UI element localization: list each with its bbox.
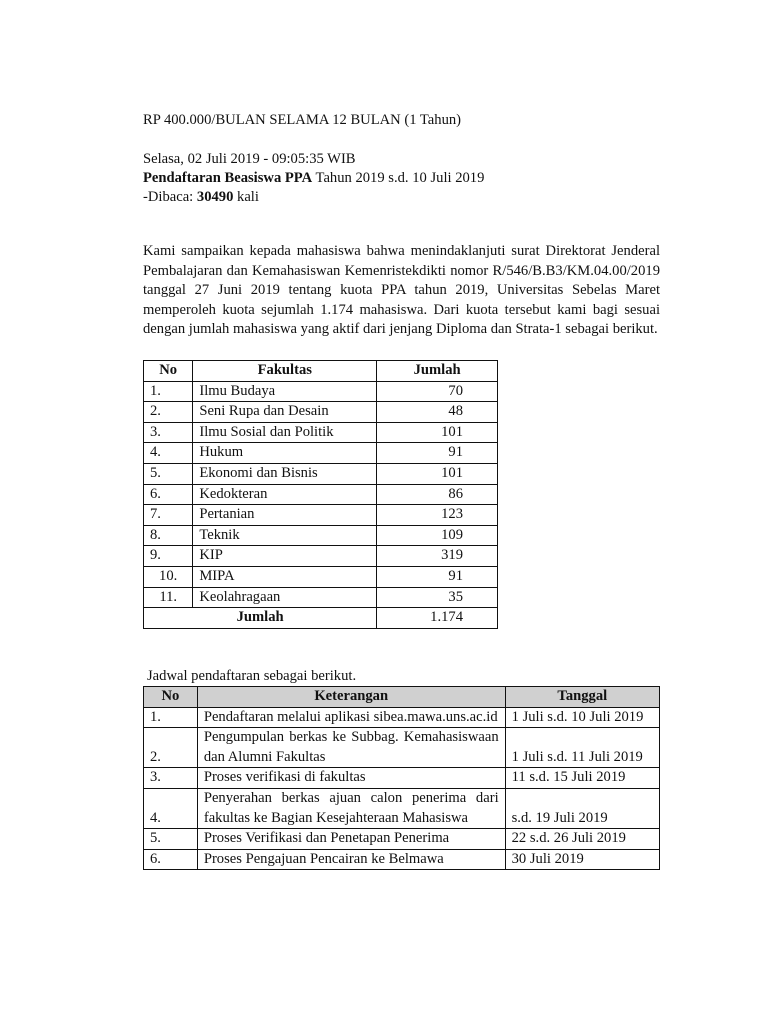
row-no: 6. <box>144 484 193 505</box>
post-date: Selasa, 02 Juli 2019 - 09:05:35 WIB <box>143 151 356 167</box>
table-row <box>144 587 498 608</box>
quota-total-row <box>144 608 498 629</box>
quota-total-label: Jumlah <box>144 608 377 629</box>
schedule-row-no: 1. <box>144 707 198 728</box>
schedule-row-tanggal: 1 Juli s.d. 10 Juli 2019 <box>505 707 659 728</box>
quota-total-value: 1.174 <box>377 608 498 629</box>
row-fakultas: Ilmu Sosial dan Politik <box>193 422 377 443</box>
row-no: 9. <box>144 546 193 567</box>
schedule-row-keterangan: Pendaftaran melalui aplikasi sibea.mawa.uns.ac.id <box>197 707 505 728</box>
row-jumlah: 101 <box>377 422 498 443</box>
scholarship-amount-heading: RP 400.000/BULAN SELAMA 12 BULAN (1 Tahun) <box>143 112 462 128</box>
row-jumlah: 123 <box>377 505 498 526</box>
intro-paragraph: Kami sampaikan kepada mahasiswa bahwa menindaklanjuti surat Direktorat Jenderal Pembalajaran dan Kemahasiswan Kemenristekdikti nomor R/546/B.B3/KM.04.00/2019 tanggal 27 Juni 2019 tentang kuota PPA tahun 2019, Universitas Sebelas Maret memperoleh kuota sejumlah 1.174 mahasiswa. Dari kuota tersebut kami bagi sesuai dengan jumlah mahasiswa yang aktif dari jenjang Diploma dan Strata-1 sebagai berikut. <box>143 243 660 337</box>
table-row <box>144 463 498 484</box>
schedule-row-no: 3. <box>144 768 198 789</box>
table-row <box>144 546 498 567</box>
schedule-intro: Jadwal pendaftaran sebagai berikut. <box>147 668 357 684</box>
row-fakultas: MIPA <box>193 566 377 587</box>
row-no: 5. <box>144 463 193 484</box>
schedule-table-header-row <box>144 687 660 708</box>
row-fakultas: Keolahragaan <box>193 587 377 608</box>
table-row <box>144 525 498 546</box>
read-count-line <box>143 187 259 207</box>
table-row <box>144 381 498 402</box>
row-jumlah: 109 <box>377 525 498 546</box>
quota-table-header-row <box>144 361 498 382</box>
row-fakultas: Pertanian <box>193 505 377 526</box>
row-jumlah: 91 <box>377 443 498 464</box>
schedule-row-tanggal: 1 Juli s.d. 11 Juli 2019 <box>505 728 659 768</box>
table-row <box>144 422 498 443</box>
quota-header-no: No <box>144 361 193 382</box>
schedule-header-keterangan: Keterangan <box>197 687 505 708</box>
schedule-row-no: 5. <box>144 829 198 850</box>
table-row <box>144 728 660 768</box>
schedule-row-no: 4. <box>144 788 198 828</box>
schedule-row-tanggal: 30 Juli 2019 <box>505 849 659 870</box>
row-fakultas: Teknik <box>193 525 377 546</box>
table-row <box>144 829 660 850</box>
row-no: 10. <box>144 566 193 587</box>
row-jumlah: 70 <box>377 381 498 402</box>
table-row <box>144 707 660 728</box>
row-no: 1. <box>144 381 193 402</box>
schedule-row-keterangan: Penyerahan berkas ajuan calon penerima dari fakultas ke Bagian Kesejahteraan Mahasiswa <box>197 788 505 828</box>
row-jumlah: 48 <box>377 402 498 423</box>
schedule-row-keterangan: Proses Pengajuan Pencairan ke Belmawa <box>197 849 505 870</box>
quota-header-fakultas: Fakultas <box>193 361 377 382</box>
schedule-row-no: 2. <box>144 728 198 768</box>
row-fakultas: KIP <box>193 546 377 567</box>
schedule-row-tanggal: 22 s.d. 26 Juli 2019 <box>505 829 659 850</box>
row-fakultas: Hukum <box>193 443 377 464</box>
row-no: 2. <box>144 402 193 423</box>
schedule-header-tanggal: Tanggal <box>505 687 659 708</box>
schedule-table <box>143 686 660 870</box>
row-no: 3. <box>144 422 193 443</box>
table-row <box>144 849 660 870</box>
announcement-title <box>143 168 484 188</box>
row-no: 4. <box>144 443 193 464</box>
schedule-row-tanggal: s.d. 19 Juli 2019 <box>505 788 659 828</box>
table-row <box>144 505 498 526</box>
row-no: 7. <box>144 505 193 526</box>
schedule-row-no: 6. <box>144 849 198 870</box>
row-fakultas: Ekonomi dan Bisnis <box>193 463 377 484</box>
table-row <box>144 768 660 789</box>
announcement-title-rest: Tahun 2019 s.d. 10 Juli 2019 <box>312 170 485 186</box>
row-jumlah: 319 <box>377 546 498 567</box>
row-jumlah: 86 <box>377 484 498 505</box>
read-count-value: 30490 <box>196 189 234 205</box>
schedule-header-no: No <box>144 687 198 708</box>
table-row <box>144 443 498 464</box>
quota-header-jumlah: Jumlah <box>377 361 498 382</box>
schedule-row-keterangan: Proses verifikasi di fakultas <box>197 768 505 789</box>
row-fakultas: Kedokteran <box>193 484 377 505</box>
quota-table <box>143 360 498 629</box>
schedule-row-tanggal: 11 s.d. 15 Juli 2019 <box>505 768 659 789</box>
row-no: 8. <box>144 525 193 546</box>
schedule-row-keterangan: Pengumpulan berkas ke Subbag. Kemahasiswaan dan Alumni Fakultas <box>197 728 505 768</box>
row-jumlah: 101 <box>377 463 498 484</box>
read-count-prefix: -Dibaca: <box>143 189 197 205</box>
table-row <box>144 484 498 505</box>
row-no: 11. <box>144 587 193 608</box>
read-count-suffix: kali <box>233 189 259 205</box>
row-fakultas: Ilmu Budaya <box>193 381 377 402</box>
table-row <box>144 566 498 587</box>
row-fakultas: Seni Rupa dan Desain <box>193 402 377 423</box>
row-jumlah: 35 <box>377 587 498 608</box>
schedule-row-keterangan: Proses Verifikasi dan Penetapan Penerima <box>197 829 505 850</box>
announcement-title-bold: Pendaftaran Beasiswa PPA <box>143 170 313 186</box>
table-row <box>144 402 498 423</box>
table-row <box>144 788 660 828</box>
row-jumlah: 91 <box>377 566 498 587</box>
